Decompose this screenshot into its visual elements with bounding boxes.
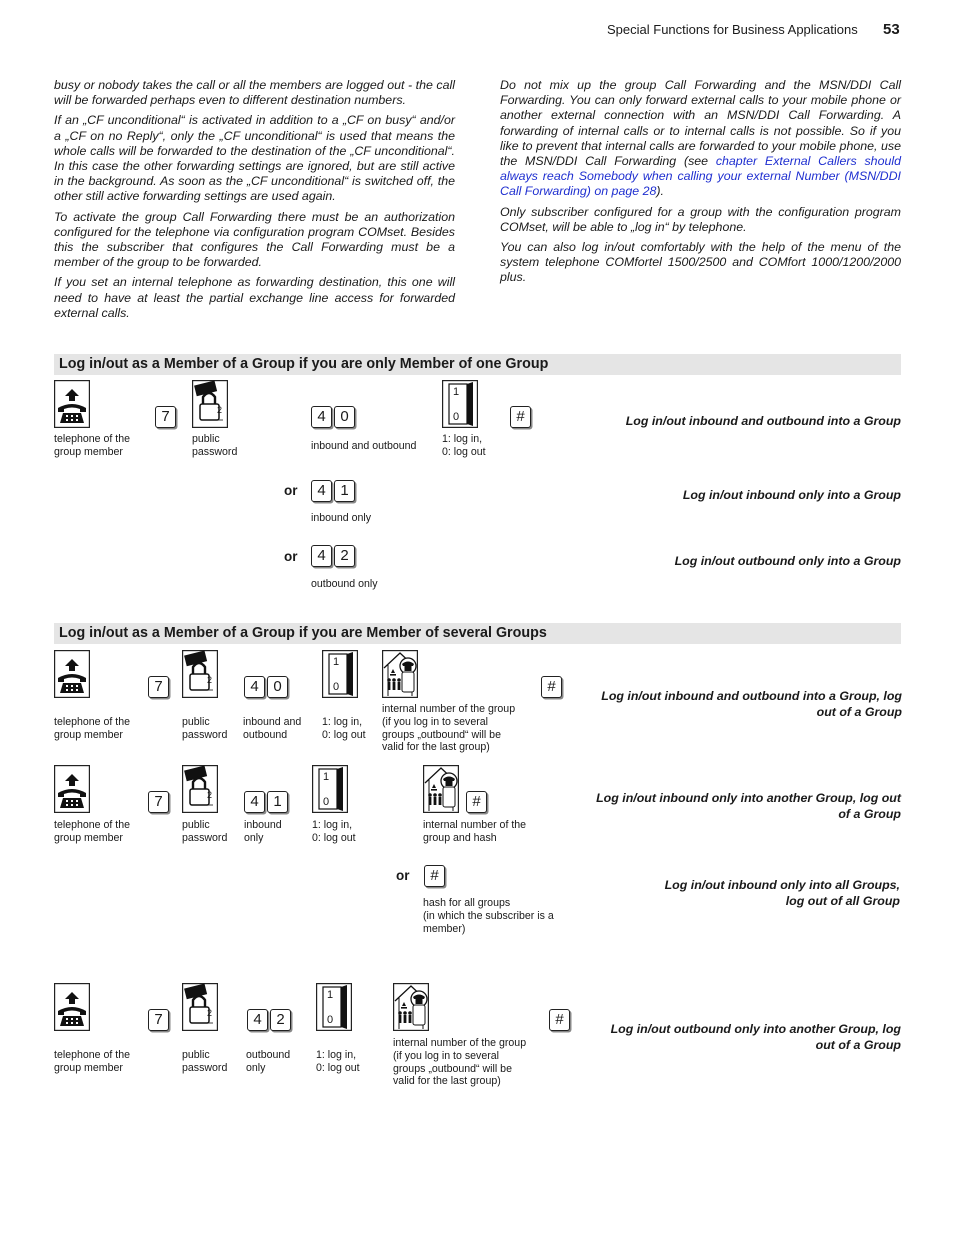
left-text-column — [54, 78, 455, 326]
key-2[interactable]: 2 — [270, 1009, 291, 1031]
caption: outbound only — [246, 1049, 291, 1074]
action-label: Log in/out outbound only into a Group — [674, 554, 901, 568]
or-label: or — [284, 483, 298, 498]
switch-label-on: 1 — [327, 989, 334, 1001]
switch-label-on: 1 — [453, 386, 460, 398]
caption: 1: log in, 0: log out — [442, 433, 486, 458]
key-4[interactable]: 4 — [311, 406, 332, 428]
key-hash[interactable]: # — [466, 791, 487, 813]
caption: public password — [182, 819, 228, 844]
key-0[interactable]: 0 — [334, 406, 355, 428]
caption: telephone of the group member — [54, 1049, 130, 1074]
paragraph: If you set an internal telephone as forwarding destination, this one will need to have at least the partial exchange line access for forwarded external calls. — [54, 275, 455, 320]
group-house-icon — [393, 983, 429, 1031]
caption: inbound and outbound — [311, 440, 417, 452]
caption: internal number of the group (if you log in to several groups „outbound“ will be valid for the last group) — [393, 1037, 527, 1088]
caption: outbound only — [311, 578, 378, 590]
paragraph — [500, 78, 901, 200]
key-7[interactable]: 7 — [148, 1009, 169, 1031]
section-title: Log in/out as a Member of a Group if you are Member of several Groups — [59, 625, 547, 641]
key-4[interactable]: 4 — [244, 676, 265, 698]
action-label: Log in/out inbound only into all Groups, log out of all Group — [664, 878, 900, 908]
key-hash[interactable]: # — [549, 1009, 570, 1031]
paragraph: You can also log in/out comfortably with the help of the menu of the system telephone COMfortel 1500/2500 and COMfort 1000/1200/2000 plus. — [500, 240, 901, 285]
caption: hash for all groups (in which the subscriber is a member) — [423, 897, 554, 935]
telephone-icon — [54, 765, 90, 813]
group-house-icon — [382, 650, 418, 698]
caption: 1: log in, 0: log out — [316, 1049, 360, 1074]
caption: inbound only — [311, 512, 372, 524]
switch-label-on: 1 — [333, 656, 340, 668]
switch-label-off: 0 — [323, 796, 330, 808]
caption: telephone of the group member — [54, 433, 130, 458]
action-label: Log in/out inbound only into another Group, log out of a Group — [596, 791, 901, 821]
lock-password-icon — [182, 650, 218, 698]
caption: 1: log in, 0: log out — [322, 716, 366, 741]
caption: 1: log in, 0: log out — [312, 819, 356, 844]
telephone-icon — [54, 380, 90, 428]
action-label: Log in/out inbound only into a Group — [682, 488, 901, 502]
caption: internal number of the group (if you log in to several groups „outbound“ will be valid for the last group) — [382, 703, 516, 754]
running-header: Special Functions for Business Applications — [607, 22, 858, 37]
section-title: Log in/out as a Member of a Group if you are only Member of one Group — [59, 356, 549, 372]
switch-label-off: 0 — [327, 1014, 334, 1026]
paragraph: Only subscriber configured for a group with the configuration program COMset, will be able to „log in“ by telephone. — [500, 204, 901, 234]
lock-digit: 2 — [207, 1008, 213, 1018]
section-heading-one-group — [54, 354, 901, 375]
key-hash[interactable]: # — [424, 865, 445, 887]
switch-label-off: 0 — [333, 681, 340, 693]
toggle-switch-icon — [316, 983, 352, 1031]
right-text-column — [500, 78, 901, 291]
caption: public password — [182, 716, 228, 741]
paragraph: To activate the group Call Forwarding there must be an authorization configured for the telephone via configuration program COMset. Besides this the subscriber that configures the Call Forwarding must be a member of the group to be forwarded. — [54, 209, 455, 270]
caption: internal number of the group and hash — [423, 819, 527, 844]
toggle-switch-icon — [322, 650, 358, 698]
key-4[interactable]: 4 — [311, 480, 332, 502]
caption: inbound and outbound — [243, 716, 302, 741]
action-label: Log in/out inbound and outbound into a Group — [625, 414, 901, 428]
or-label: or — [284, 549, 298, 564]
switch-label-off: 0 — [453, 411, 460, 423]
key-hash[interactable]: # — [510, 406, 531, 428]
page-number: 53 — [883, 21, 900, 38]
key-7[interactable]: 7 — [155, 406, 176, 428]
lock-password-icon — [182, 765, 218, 813]
caption: inbound only — [244, 819, 282, 844]
key-1[interactable]: 1 — [267, 791, 288, 813]
caption: telephone of the group member — [54, 716, 130, 741]
action-label: Log in/out outbound only into another Group, log out of a Group — [610, 1022, 901, 1052]
toggle-switch-icon — [312, 765, 348, 813]
paragraph-text: ). — [656, 184, 664, 199]
key-0[interactable]: 0 — [267, 676, 288, 698]
key-4[interactable]: 4 — [311, 545, 332, 567]
key-7[interactable]: 7 — [148, 791, 169, 813]
lock-digit: 2 — [217, 405, 223, 415]
lock-digit: 2 — [207, 790, 213, 800]
key-4[interactable]: 4 — [244, 791, 265, 813]
paragraph-text: Do not mix up the group Call Forwarding and the MSN/DDI Call Forwarding. You can only forward external calls to your mobile phone or another external connection with an MSN/DDI Call Forwarding. A forwarding of internal calls or to internal calls is not possible. So if you like to prevent that internal calls are forwarded to your mobile phone, use the MSN/DDI Call Forwarding (see — [500, 78, 901, 169]
key-2[interactable]: 2 — [334, 545, 355, 567]
caption: public password — [182, 1049, 228, 1074]
section-heading-several-groups — [54, 623, 901, 644]
group-house-icon — [423, 765, 459, 813]
toggle-switch-icon — [442, 380, 478, 428]
or-label: or — [396, 868, 410, 883]
key-hash[interactable]: # — [541, 676, 562, 698]
caption: telephone of the group member — [54, 819, 130, 844]
paragraph: busy or nobody takes the call or all the members are logged out - the call will be forwarded perhaps even to different destination numbers. — [54, 78, 455, 108]
lock-password-icon — [192, 380, 228, 428]
lock-password-icon — [182, 983, 218, 1031]
telephone-icon — [54, 650, 90, 698]
key-4[interactable]: 4 — [247, 1009, 268, 1031]
switch-label-on: 1 — [323, 771, 330, 783]
key-7[interactable]: 7 — [148, 676, 169, 698]
caption: public password — [192, 433, 238, 458]
telephone-icon — [54, 983, 90, 1031]
action-label: Log in/out inbound and outbound into a Group, log out of a Group — [601, 689, 902, 719]
cross-reference-link[interactable]: chapter External Callers should always reach Somebody when calling your external Number (MSN/DDI Call Forwarding) on page 28 — [500, 154, 901, 199]
lock-digit: 2 — [207, 675, 213, 685]
key-1[interactable]: 1 — [334, 480, 355, 502]
paragraph: If an „CF unconditional“ is activated in addition to a „CF on busy“ and/or a „CF on no Reply“, only the „CF unconditional“ is used that means the whole calls will be forwarded to the destination of the „CF unconditional“. In this case the other forwarding settings are ignored, but are still active in the background. As soon as the „CF unconditional“ is switched off, the other still active forwarding settings are used again. — [54, 113, 455, 204]
